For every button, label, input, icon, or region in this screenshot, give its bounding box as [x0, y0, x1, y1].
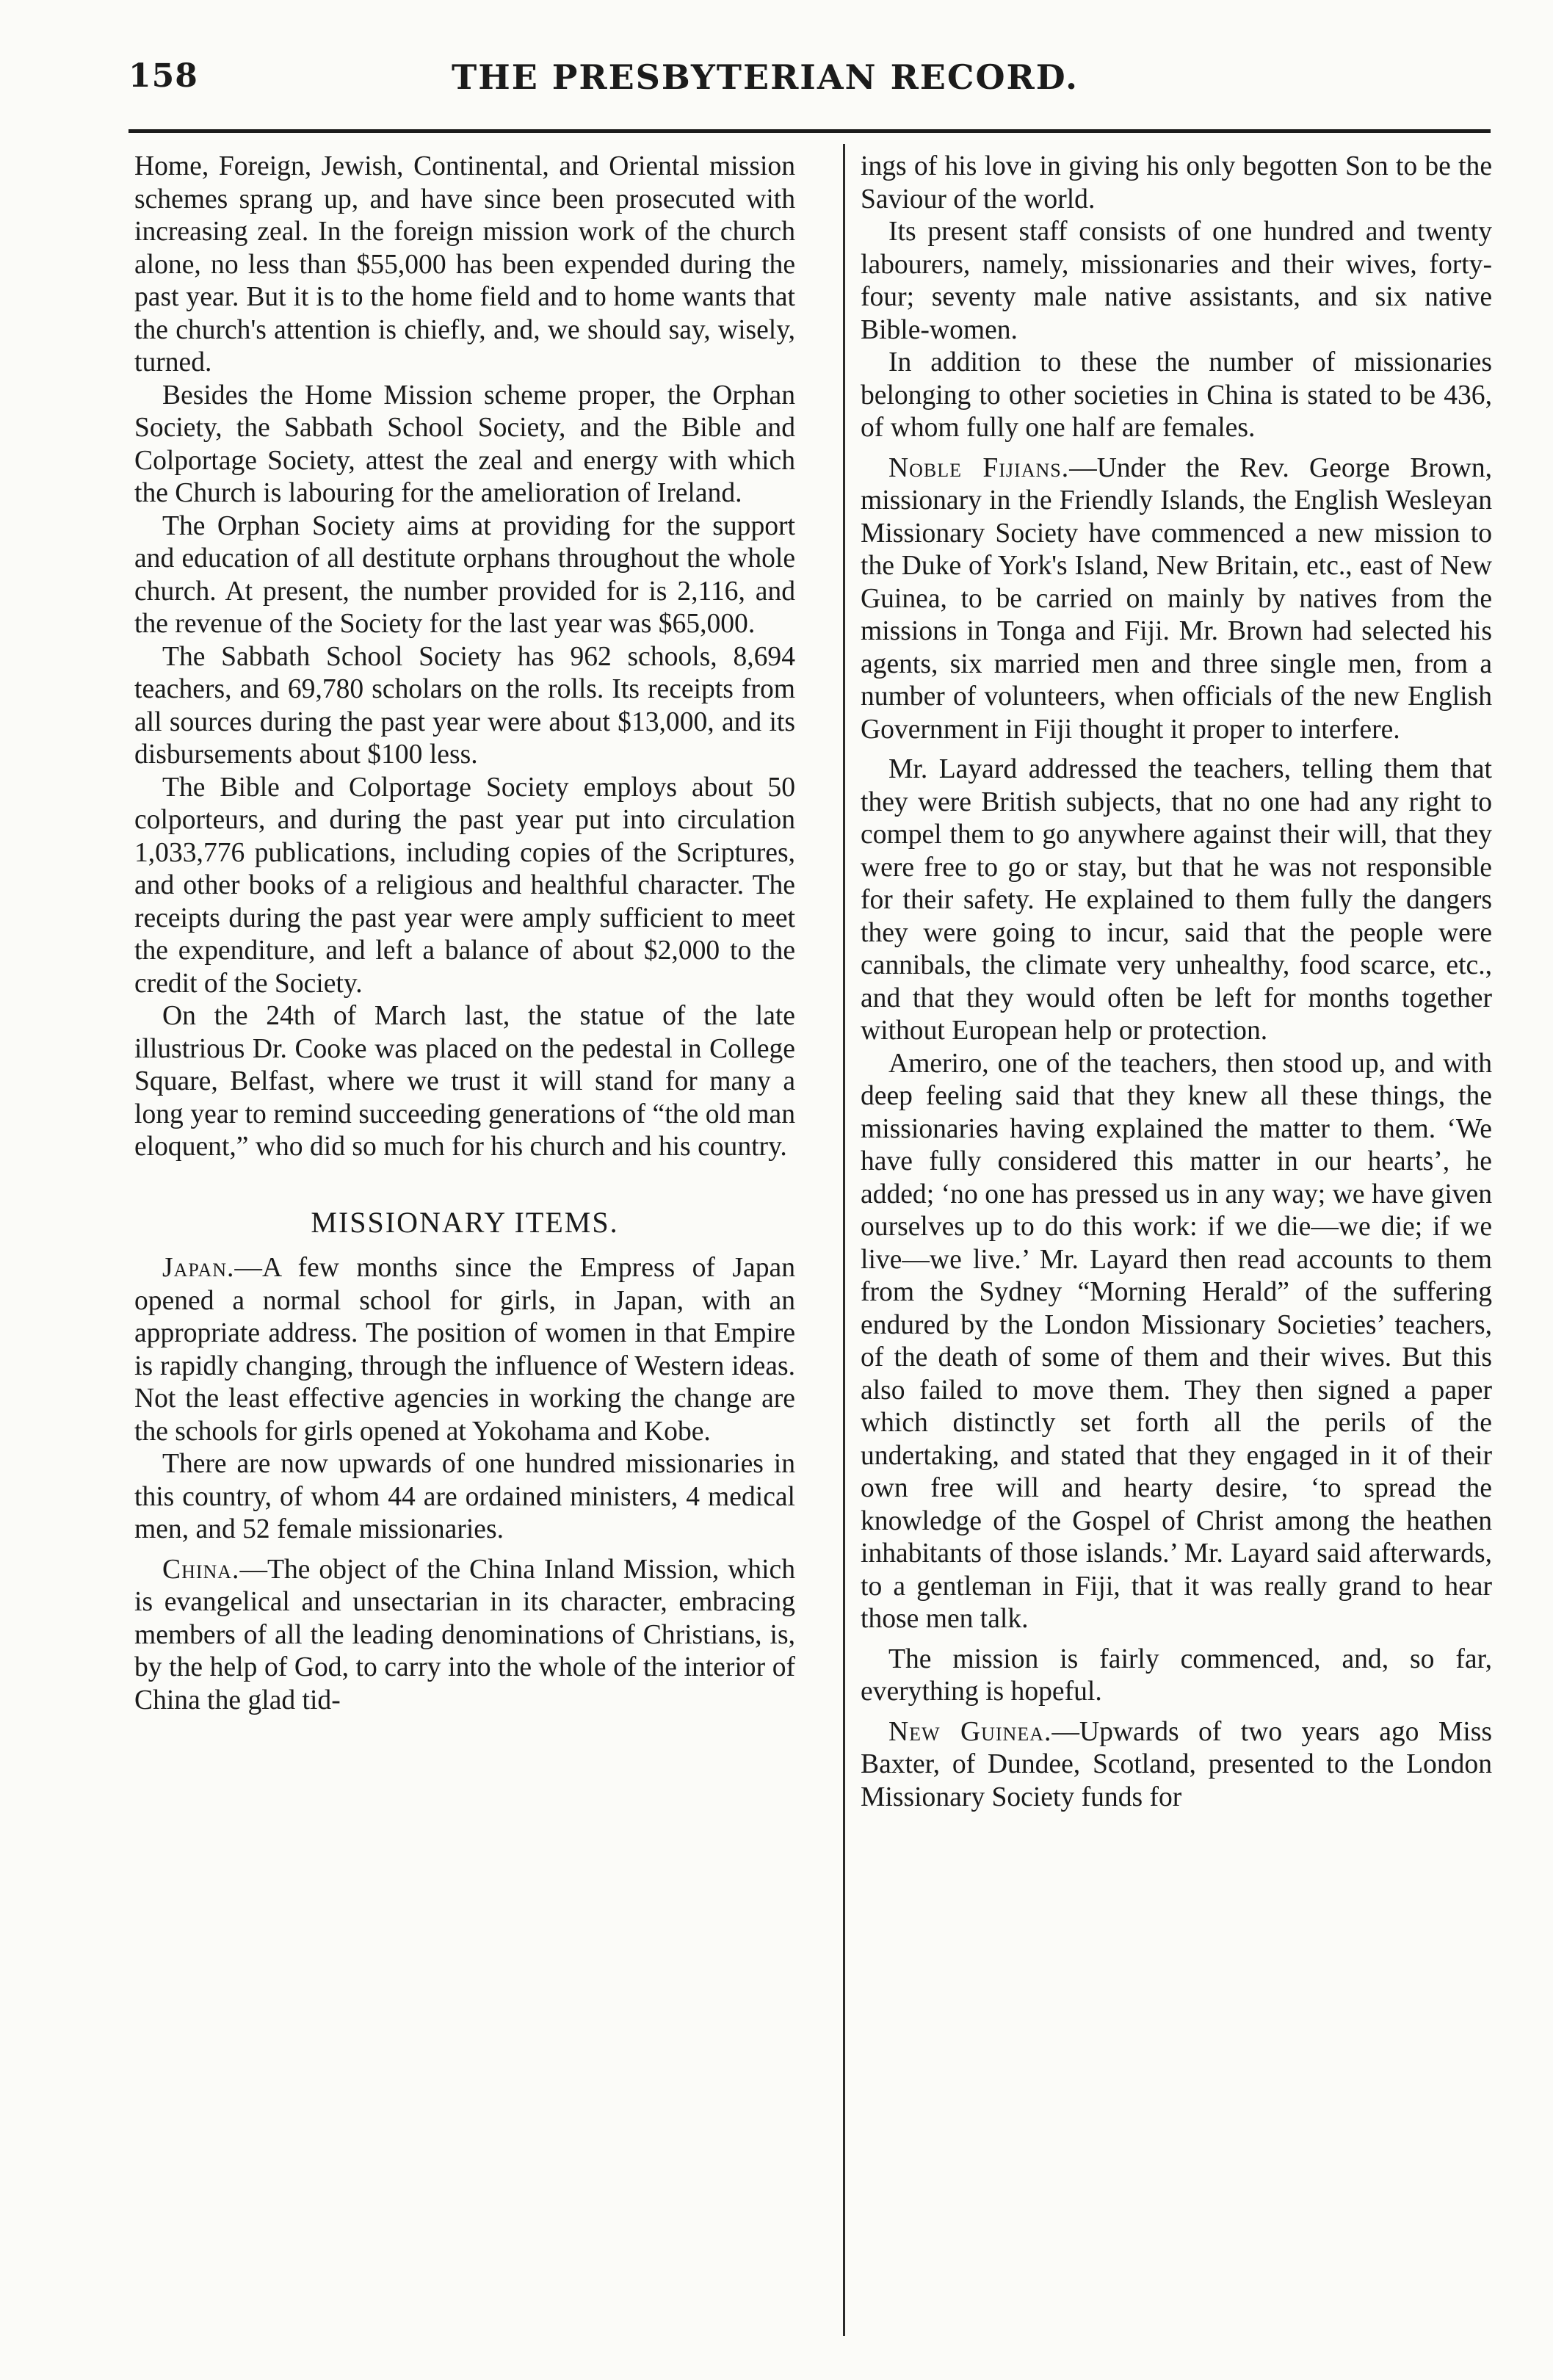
paragraph-bible-colportage: The Bible and Colportage Society employs about 50 colporteurs, and during the past year put into circulation 1,033,776 publications, including copies of the Scriptures, and other books of a religious and healthful character. The receipts during the past year were amply sufficient to meet the expenditure, and left a balance of about $2,000 to the credit of the Society. [134, 772, 795, 999]
paragraph-china-other-societies: In addition to these the number of missionaries belonging to other societies in China is stated to be 436, of whom fully one half are females. [861, 347, 1492, 443]
paragraph-noble-fijians [861, 452, 1492, 747]
paragraph-new-guinea [861, 1716, 1492, 1815]
paragraph-japan [134, 1252, 795, 1448]
fijians-text: —Under the Rev. George Brown, missionary in the Friendly Islands, the English Wesleyan Missionary Society have commenced a new mission to the Duke of York's Island, New Britain, etc., east of New Guinea, to be carried on mainly by natives from the missions in Tonga and Fiji. Mr. Brown had selected his agents, six married men and three single men, from a number of volunteers, when officials of the new English Government in Fiji thought it proper to interfere. [861, 452, 1493, 745]
china-text: —The object of the China Inland Mission, which is evangelical and unsectarian in its character, embracing members of all the leading denominations of Christians, is, by the help of God, to carry into the whole of the interior of China the glad tid- [134, 1554, 795, 1715]
japan-text: —A few months since the Empress of Japan opened a normal school for girls, in Japan, with an appropriate address. The position of women in that Empire is rapidly changing, through the influence of Western ideas. Not the least effective agencies in working the change are the schools for girls opened at Yokohama and Kobe. [134, 1253, 795, 1447]
paragraph-orphan-society: The Orphan Society aims at providing for the support and education of all destitute orphans throughout the whole church. At present, the number provided for is 2,116, and the revenue of the Society for the last year was $65,000. [134, 510, 795, 639]
left-column [134, 151, 795, 1717]
right-column [861, 151, 1492, 1814]
paragraph-china [134, 1554, 795, 1718]
paragraph-cooke-statue: On the 24th of March last, the statue of the late illustrious Dr. Cooke was placed on the pedestal in College Square, Belfast, where we trust it will stand for many a long year to remind succeeding generations of “the old man eloquent,” who did so much for his church and his country. [134, 1001, 795, 1162]
china-label: China. [162, 1554, 240, 1585]
journal-title: THE PRESBYTERIAN RECORD. [452, 57, 1079, 97]
japan-label: Japan. [162, 1253, 235, 1283]
running-header [128, 57, 1487, 123]
paragraph-layard-address: Mr. Layard addressed the teachers, telling them that they were British subjects, that no one had any right to compel them to go anywhere against their will, that they were free to go or stay, but that he was not responsible for their safety. He explained to them fully the dangers they were going to incur, said that the people were cannibals, the climate very unhealthy, food scarce, etc., and that they would often be left for months together without European help or protection. [861, 754, 1492, 1046]
paragraph-china-continued: ings of his love in giving his only begotten Son to be the Saviour of the world. [861, 151, 1492, 214]
paragraph-ameriro: Ameriro, one of the teachers, then stood up, and with deep feeling said that they knew all these things, the missionaries having explained the matter to them. ‘We have fully considered this matter in our hearts’, he added; ‘no one has pressed us in any way; we have given ourselves up to do this work: if we die—we die; if we live—we live.’ Mr. Layard then read accounts to them from the Sydney “Morning Herald” of the suffering endured by the London Missionary Societies’ teachers, of the death of some of them and their wives. But this also failed to move them. They then signed a paper which distinctly set forth all the perils of the undertaking, and stated that they engaged in it of their own free will and hearty desire, ‘to spread the knowledge of the Gospel of Christ among the heathen inhabitants of those islands.’ Mr. Layard said afterwards, to a gentleman in Fiji, that it was really grand to hear those men talk. [861, 1048, 1492, 1634]
guinea-text: —Upwards of two years ago Miss Baxter, of Dundee, Scotland, presented to the London Missionary Society funds for [861, 1716, 1492, 1812]
paragraph-societies: Besides the Home Mission scheme proper, the Orphan Society, the Sabbath School Society, and the Bible and Colportage Society, attest the zeal and energy with which the Church is labouring for the amelioration of Ireland. [134, 380, 795, 508]
paragraph-sabbath-school: The Sabbath School Society has 962 schools, 8,694 teachers, and 69,780 scholars on the rolls. Its receipts from all sources during the past year were about $13,000, and its disbursements about $100 less. [134, 641, 795, 770]
paragraph-mission-commenced: The mission is fairly commenced, and, so far, everything is hopeful. [861, 1643, 1492, 1707]
guinea-label: New Guinea. [888, 1716, 1052, 1747]
section-heading-missionary-items: MISSIONARY ITEMS. [311, 1205, 619, 1239]
paragraph-ireland-missions: Home, Foreign, Jewish, Continental, and Oriental mission schemes sprang up, and have since been prosecuted with increasing zeal. In the foreign mission work of the church alone, no less than $55,000 has been expended during the past year. But it is to the home field and to home wants that the church's attention is chiefly, and, we should say, wisely, turned. [134, 151, 795, 377]
fijians-label: Noble Fijians. [888, 452, 1070, 483]
column-divider [843, 144, 845, 2336]
paragraph-japan-missionaries: There are now upwards of one hundred missionaries in this country, of whom 44 are ordained ministers, 4 medical men, and 52 female missionaries. [134, 1449, 795, 1544]
page-number: 158 [128, 57, 198, 95]
header-rule [128, 129, 1491, 133]
paragraph-china-staff: Its present staff consists of one hundred and twenty labourers, namely, missionaries and their wives, forty-four; seventy male native assistants, and six native Bible-women. [861, 217, 1492, 345]
